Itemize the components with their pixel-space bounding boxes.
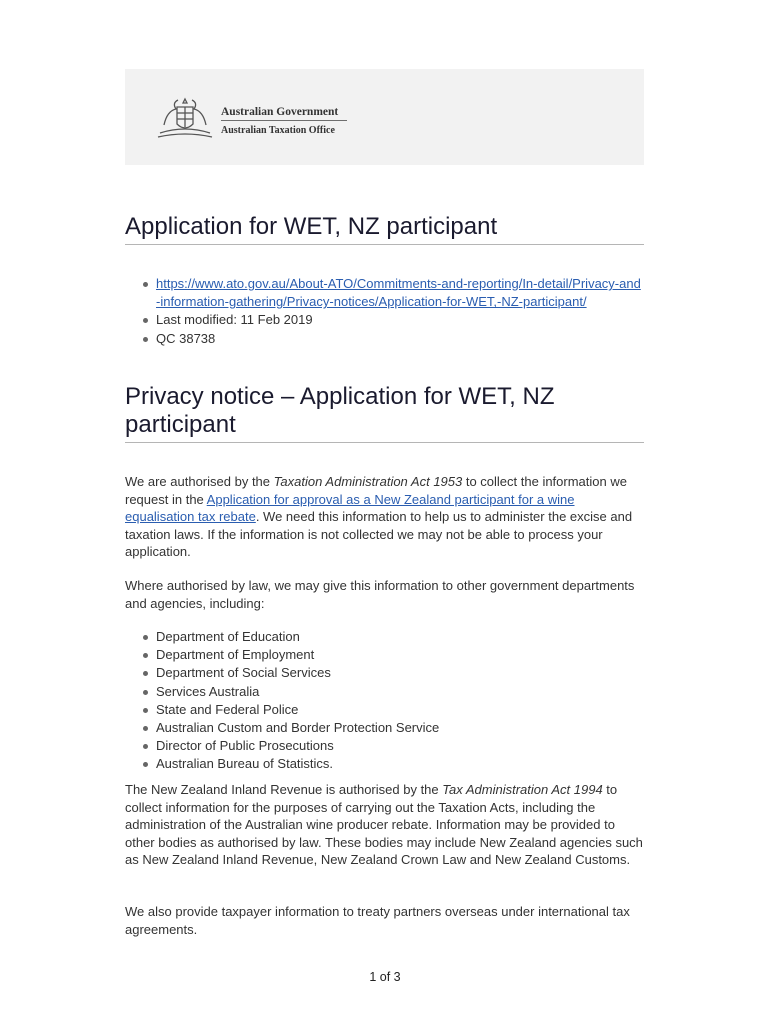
section-divider (125, 442, 644, 443)
title-divider (125, 244, 644, 245)
section-title: Privacy notice – Application for WET, NZ participant (125, 383, 555, 438)
list-item: Department of Employment (125, 646, 644, 664)
list-item: Australian Custom and Border Protection Service (125, 719, 644, 737)
act-name: Taxation Administration Act 1953 (273, 474, 463, 489)
logo-text-ato: Australian Taxation Office (221, 125, 335, 136)
meta-qc-number: QC 38738 (125, 330, 644, 348)
intro-text-1: We are authorised by the (125, 474, 274, 489)
header-logo-band (125, 69, 644, 165)
list-item: Department of Social Services (125, 664, 644, 682)
treaty-paragraph: We also provide taxpayer information to treaty partners overseas under international tax agreements. (125, 904, 630, 937)
intro-text-3: . We need this information to help us to administer the excise and taxation laws. If the information is not collected we may not be able to process your application. (125, 509, 633, 560)
coat-of-arms-icon (154, 95, 216, 141)
intro-text-2: to collect the information we request in the (125, 474, 627, 507)
meta-url-item (125, 275, 644, 311)
list-item: State and Federal Police (125, 701, 644, 719)
logo-divider (221, 120, 347, 121)
page-number: 1 of 3 (369, 970, 401, 984)
nz-paragraph (125, 781, 644, 869)
source-url-link[interactable]: https://www.ato.gov.au/About-ATO/Commitments-and-reporting/In-detail/Privacy-and-information-gathering/Privacy-notices/Application-for-WET,-NZ-participant/ (156, 276, 641, 310)
list-item: Services Australia (125, 683, 644, 701)
nz-act-name: Tax Administration Act 1994 (442, 782, 603, 797)
list-item: Department of Education (125, 628, 644, 646)
meta-last-modified: Last modified: 11 Feb 2019 (125, 311, 644, 329)
nz-text-2: to collect information for the purposes of carrying out the Taxation Acts, including the administration of the Australian wine producer rebate. Information may be provided to other bodies as authorised by law. These bodies may include New Zealand agencies such as New Zealand Inland Revenue, New Zealand Crown Law and New Zealand Customs. (125, 782, 643, 868)
list-item: Director of Public Prosecutions (125, 737, 644, 755)
meta-list (125, 275, 644, 348)
intro-paragraph (125, 473, 644, 561)
disclosure-paragraph: Where authorised by law, we may give this information to other government departments and agencies, including: (125, 578, 635, 611)
nz-text-1: The New Zealand Inland Revenue is authorised by the (125, 782, 443, 797)
agency-list (125, 628, 644, 774)
logo-text-government: Australian Government (221, 106, 339, 118)
list-item: Australian Bureau of Statistics. (125, 755, 644, 773)
page-title: Application for WET, NZ participant (125, 213, 498, 240)
application-form-link[interactable]: Application for approval as a New Zealand participant for a wine equalisation tax rebate (125, 491, 575, 525)
